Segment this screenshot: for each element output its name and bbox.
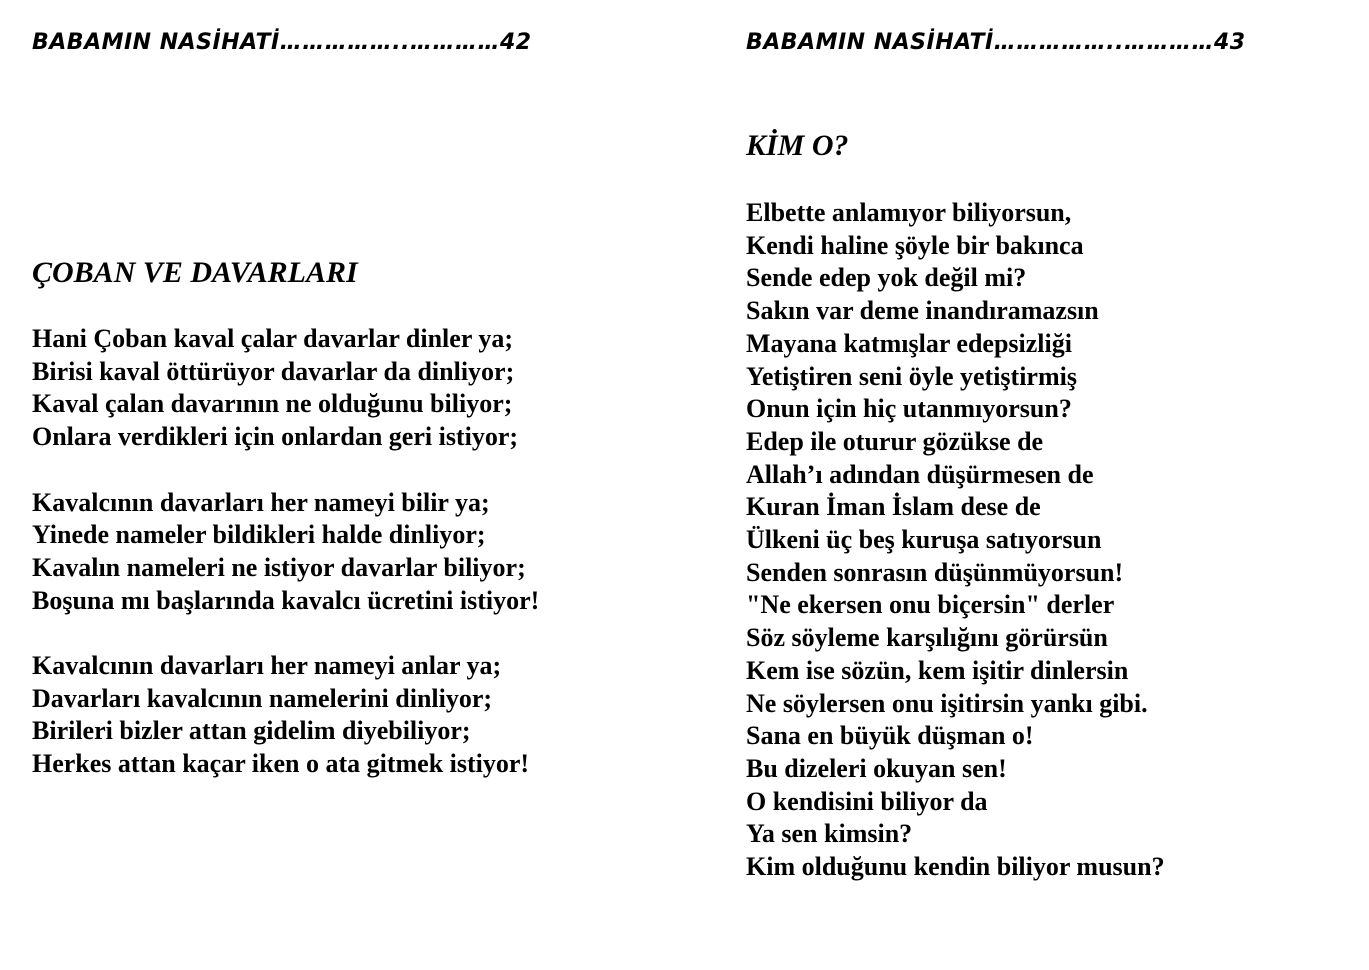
stanza (746, 197, 1165, 884)
poem-body (746, 197, 1165, 884)
poem-line: Edep ile oturur gözükse de (746, 426, 1044, 456)
poem-line: Yetiştiren seni öyle yetiştirmiş (746, 361, 1077, 391)
poem-line: Kavalcının davarları her nameyi anlar ya; (32, 651, 502, 680)
poem-line: Sakın var deme inandıramazsın (746, 296, 1099, 326)
poem-line: Onun için hiç utanmıyorsun? (746, 394, 1072, 424)
poem-line: Kavalın nameleri ne istiyor davarlar biliyor; (32, 552, 526, 582)
running-header: BABAMIN NASİHATİ……………..…………43 (746, 30, 1246, 55)
poem-line: Kuran İman İslam dese de (746, 492, 1041, 522)
poem-line: Onlara verdikleri için onlardan geri istiyor; (32, 422, 519, 452)
poem-line: Sana en büyük düşman o! (746, 721, 1034, 751)
poem-line: Birileri bizler attan gidelim diyebiliyor; (32, 716, 471, 746)
stanza (32, 487, 539, 618)
poem-line: Ya sen kimsin? (746, 819, 913, 849)
poem-body (32, 323, 539, 781)
poem-line: Sende edep yok değil mi? (746, 263, 1027, 293)
poem-title: KİM O? (746, 129, 849, 162)
poem-line: Senden sonrasın düşünmüyorsun! (746, 557, 1124, 587)
poem-line: Söz söyleme karşılığını görürsün (746, 623, 1108, 653)
poem-line: Hani Çoban kaval çalar davarlar dinler ya; (32, 324, 514, 353)
poem-line: Ülkeni üç beş kuruşa satıyorsun (746, 525, 1102, 555)
right-page (746, 0, 1356, 970)
poem-line: Boşuna mı başlarında kavalcı ücretini istiyor! (32, 585, 540, 615)
running-header: BABAMIN NASİHATİ……………..…………42 (32, 30, 532, 55)
poem-line: Birisi kaval öttürüyor davarlar da dinliyor; (32, 356, 515, 386)
stanza (32, 323, 539, 454)
poem-line: Davarları kavalcının namelerini dinliyor; (32, 683, 493, 713)
poem-line: Yinede nameler bildikleri halde dinliyor; (32, 520, 486, 550)
poem-line: Ne söylersen onu işitirsin yankı gibi. (746, 688, 1148, 718)
poem-line: Kaval çalan davarının ne olduğunu biliyor; (32, 389, 513, 419)
poem-line: O kendisini biliyor da (746, 786, 988, 816)
poem-line: Kendi haline şöyle bir bakınca (746, 230, 1084, 260)
left-page (32, 0, 672, 970)
poem-line: Mayana katmışlar edepsizliği (746, 328, 1072, 358)
poem-line: Kim olduğunu kendin biliyor musun? (746, 852, 1165, 882)
poem-line: Kavalcının davarları her nameyi bilir ya; (32, 487, 490, 517)
poem-line: "Ne ekersen onu biçersin" derler (746, 590, 1115, 620)
poem-line: Herkes attan kaçar iken o ata gitmek istiyor! (32, 749, 530, 779)
stanza (32, 650, 539, 781)
poem-line: Bu dizeleri okuyan sen! (746, 753, 1007, 783)
poem-line: Elbette anlamıyor biliyorsun, (746, 198, 1072, 227)
poem-title: ÇOBAN VE DAVARLARI (32, 256, 358, 289)
poem-line: Allah’ı adından düşürmesen de (746, 459, 1094, 489)
poem-line: Kem ise sözün, kem işitir dinlersin (746, 655, 1129, 685)
